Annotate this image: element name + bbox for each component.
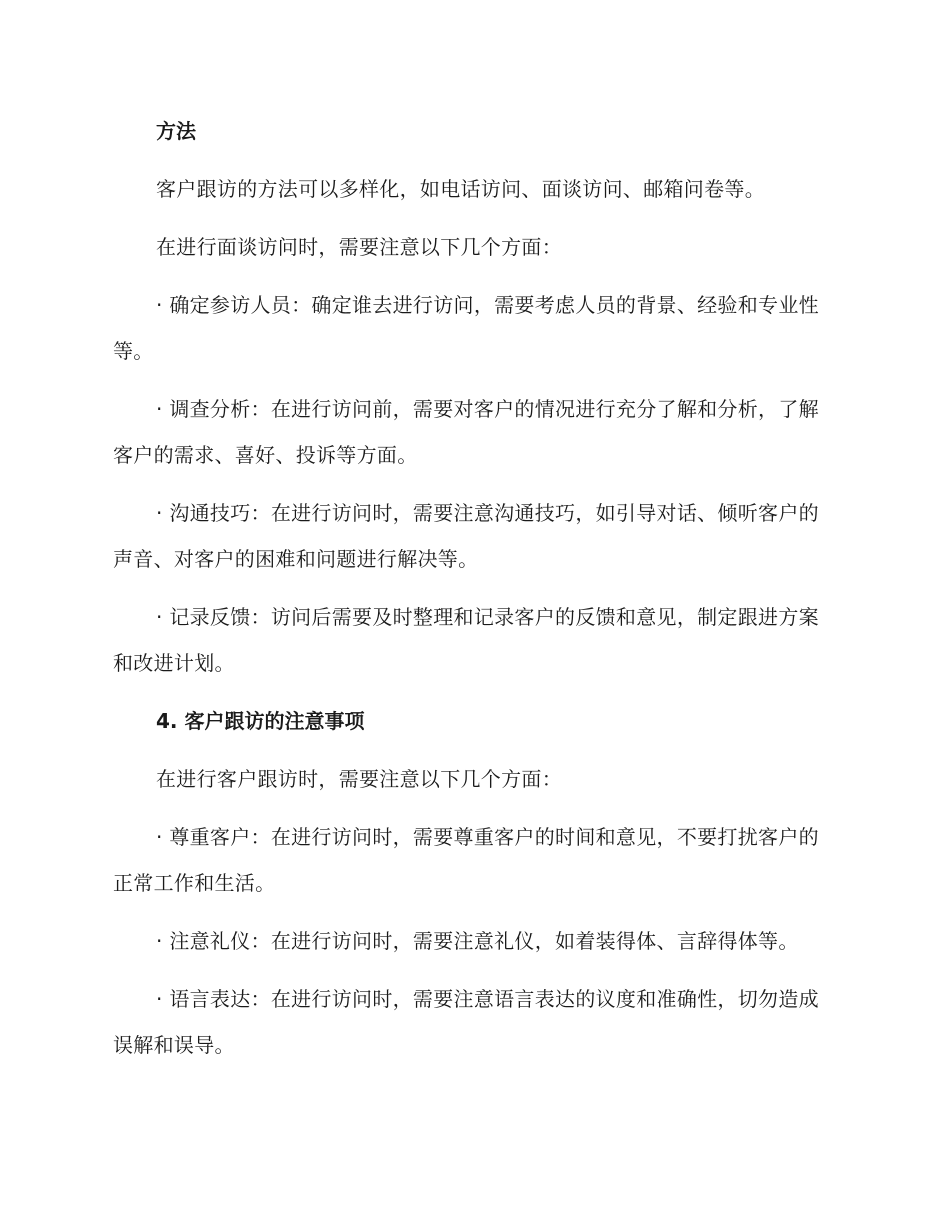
section-heading-methods: 方法 [156,119,196,143]
bullet-item-feedback: · 记录反馈：访问后需要及时整理和记录客户的反馈和意见，制定跟进方案和改进计划。 [113,605,819,675]
bullet-item-personnel: · 确定参访人员：确定谁去进行访问，需要考虑人员的背景、经验和专业性等。 [113,293,819,363]
section-heading-notes: 4. 客户跟访的注意事项 [156,709,365,733]
bullet-item-respect: · 尊重客户：在进行访问时，需要尊重客户的时间和意见，不要打扰客户的正常工作和生活。 [113,825,819,895]
paragraph-notes-intro: 在进行客户跟访时，需要注意以下几个方面： [156,767,562,791]
paragraph-interview-intro: 在进行面谈访问时，需要注意以下几个方面： [156,235,562,259]
bullet-item-communication: · 沟通技巧：在进行访问时，需要注意沟通技巧，如引导对话、倾听客户的声音、对客户的困难和问题进行解决等。 [113,501,819,571]
bullet-item-language: · 语言表达：在进行访问时，需要注意语言表达的议度和准确性，切勿造成误解和误导。 [113,987,819,1057]
bullet-item-etiquette: · 注意礼仪：在进行访问时，需要注意礼仪，如着装得体、言辞得体等。 [156,929,799,953]
bullet-item-analysis: · 调查分析：在进行访问前，需要对客户的情况进行充分了解和分析，了解客户的需求、喜好、投诉等方面。 [113,397,819,467]
document-body [113,108,825,1068]
paragraph-methods-intro: 客户跟访的方法可以多样化，如电话访问、面谈访问、邮箱问卷等。 [156,177,765,201]
